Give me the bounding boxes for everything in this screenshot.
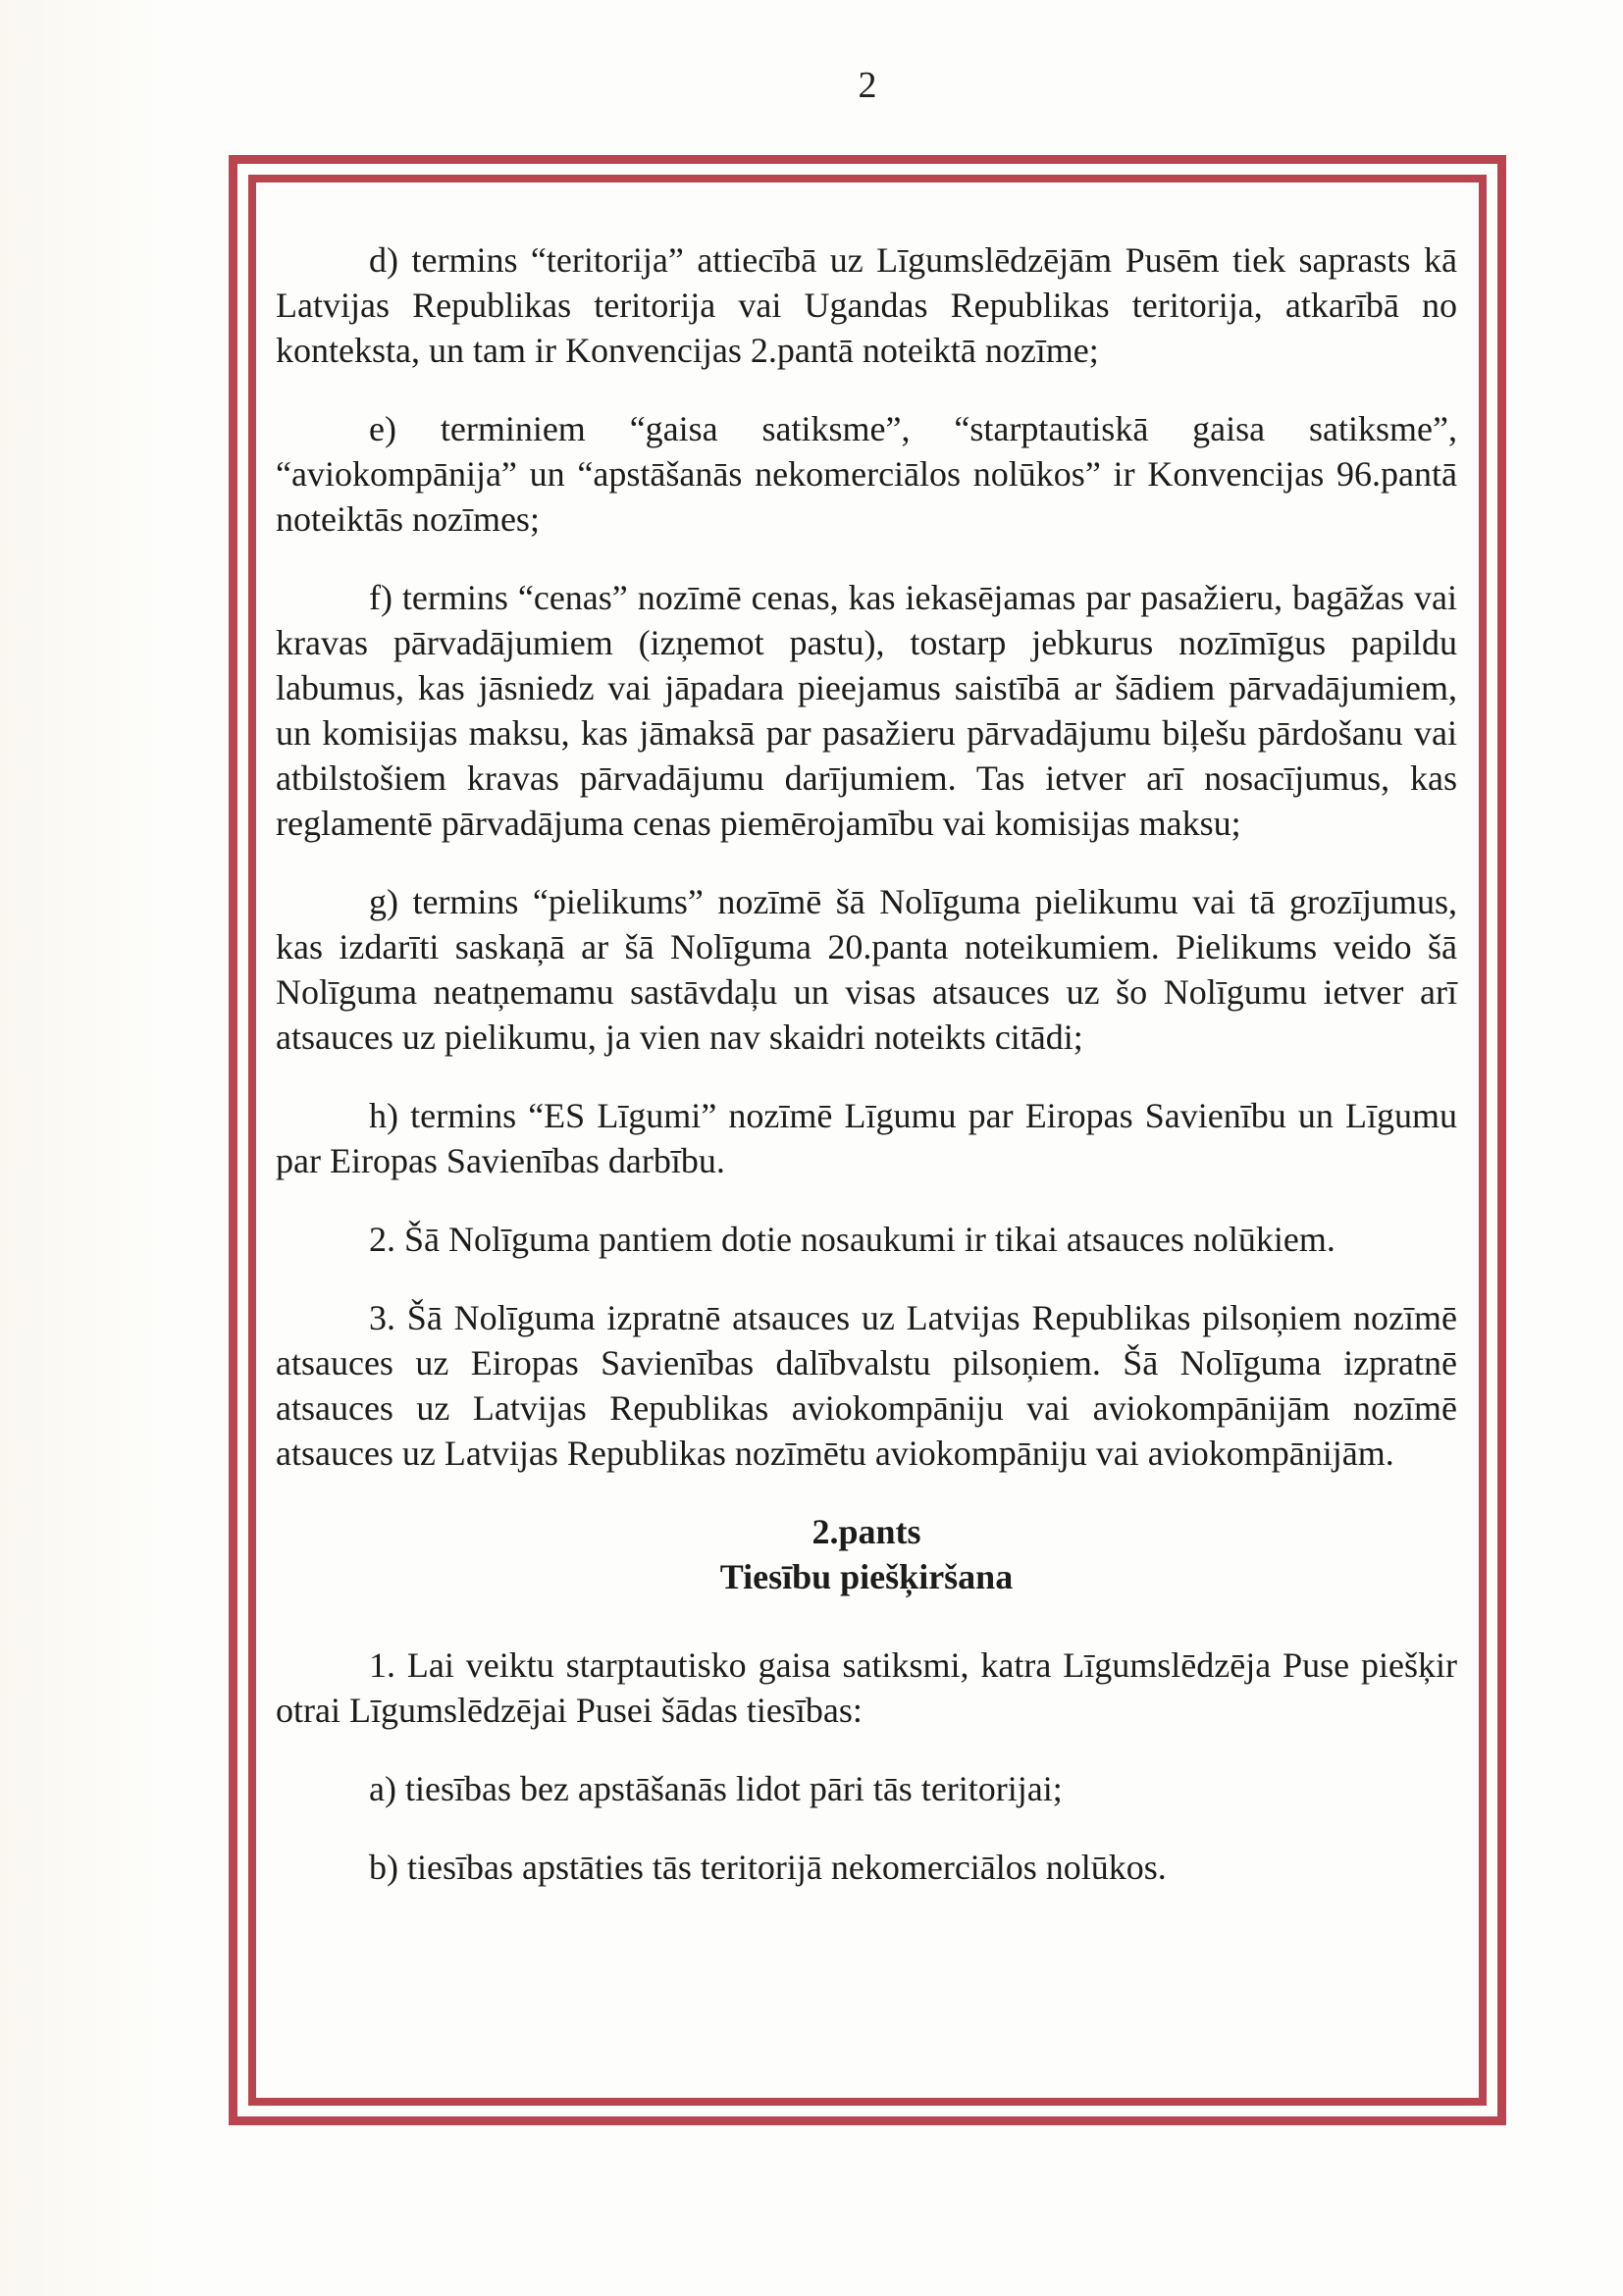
- page-number: 2: [858, 65, 877, 106]
- document-content: [276, 237, 1457, 1890]
- definition-term-g: g) termins “pielikums” nozīmē šā Nolīguma pielikumu vai tā grozījumus, kas izdarīti saskaņā ar šā Nolīguma 20.panta noteikumiem. Pielikums veido šā Nolīguma neatņemamu sastāvdaļu un visas atsauces uz šo Nolīgumu ietver arī atsauces uz pielikumu, ja vien nav skaidri noteikts citādi;: [276, 882, 1457, 1057]
- document-border-frame-inner: [248, 175, 1487, 2106]
- definition-term-d: d) termins “teritorija” attiecībā uz Līgumslēdzējām Pusēm tiek saprasts kā Latvijas Republikas teritorija vai Ugandas Republikas teritorija, atkarībā no konteksta, un tam ir Konvencijas 2.pantā noteiktā nozīme;: [276, 240, 1457, 370]
- clause-2: 2. Šā Nolīguma pantiem dotie nosaukumi ir tikai atsauces nolūkiem.: [369, 1220, 1335, 1259]
- article-2-item-a: a) tiesības bez apstāšanās lidot pāri tās teritorijai;: [369, 1769, 1063, 1808]
- clause-3: 3. Šā Nolīguma izpratnē atsauces uz Latvijas Republikas pilsoņiem nozīmē atsauces uz Eiropas Savienības dalībvalstu pilsoņiem. Šā Nolīguma izpratnē atsauces uz Latvijas Republikas aviokompāniju vai aviokompānijām nozīmē atsauces uz Latvijas Republikas nozīmētu aviokompāniju vai aviokompānijām.: [276, 1298, 1457, 1473]
- article-2-item-b: b) tiesības apstāties tās teritorijā nekomerciālos nolūkos.: [369, 1848, 1167, 1887]
- definition-term-f: f) termins “cenas” nozīmē cenas, kas iekasējamas par pasažieru, bagāžas vai kravas pārvadājumiem (izņemot pastu), tostarp jebkurus nozīmīgus papildu labumus, kas jāsniedz vai jāpadara pieejamus saistībā ar šādiem pārvadājumiem, un komisijas maksu, kas jāmaksā par pasažieru pārvadājumu biļešu pārdošanu vai atbilstošiem kravas pārvadājumu darījumiem. Tas ietver arī nosacījumus, kas reglamentē pārvadājuma cenas piemērojamību vai komisijas maksu;: [276, 578, 1457, 843]
- definition-term-h: h) termins “ES Līgumi” nozīmē Līgumu par Eiropas Savienību un Līgumu par Eiropas Savienības darbību.: [276, 1096, 1457, 1180]
- article-number: 2.pants: [812, 1512, 921, 1551]
- article-heading: [276, 1509, 1457, 1599]
- document-border-frame: [229, 155, 1506, 2125]
- definition-term-e: e) terminiem “gaisa satiksme”, “starptautiskā gaisa satiksme”, “aviokompānija” un “apstāšanās nekomerciālos nolūkos” ir Konvencijas 96.pantā noteiktās nozīmes;: [276, 409, 1457, 539]
- article-2-clause-1: 1. Lai veiktu starptautisko gaisa satiksmi, katra Līgumslēdzēja Puse piešķir otrai Līgumslēdzējai Pusei šādas tiesības:: [276, 1645, 1457, 1730]
- article-title: Tiesību piešķiršana: [719, 1557, 1014, 1596]
